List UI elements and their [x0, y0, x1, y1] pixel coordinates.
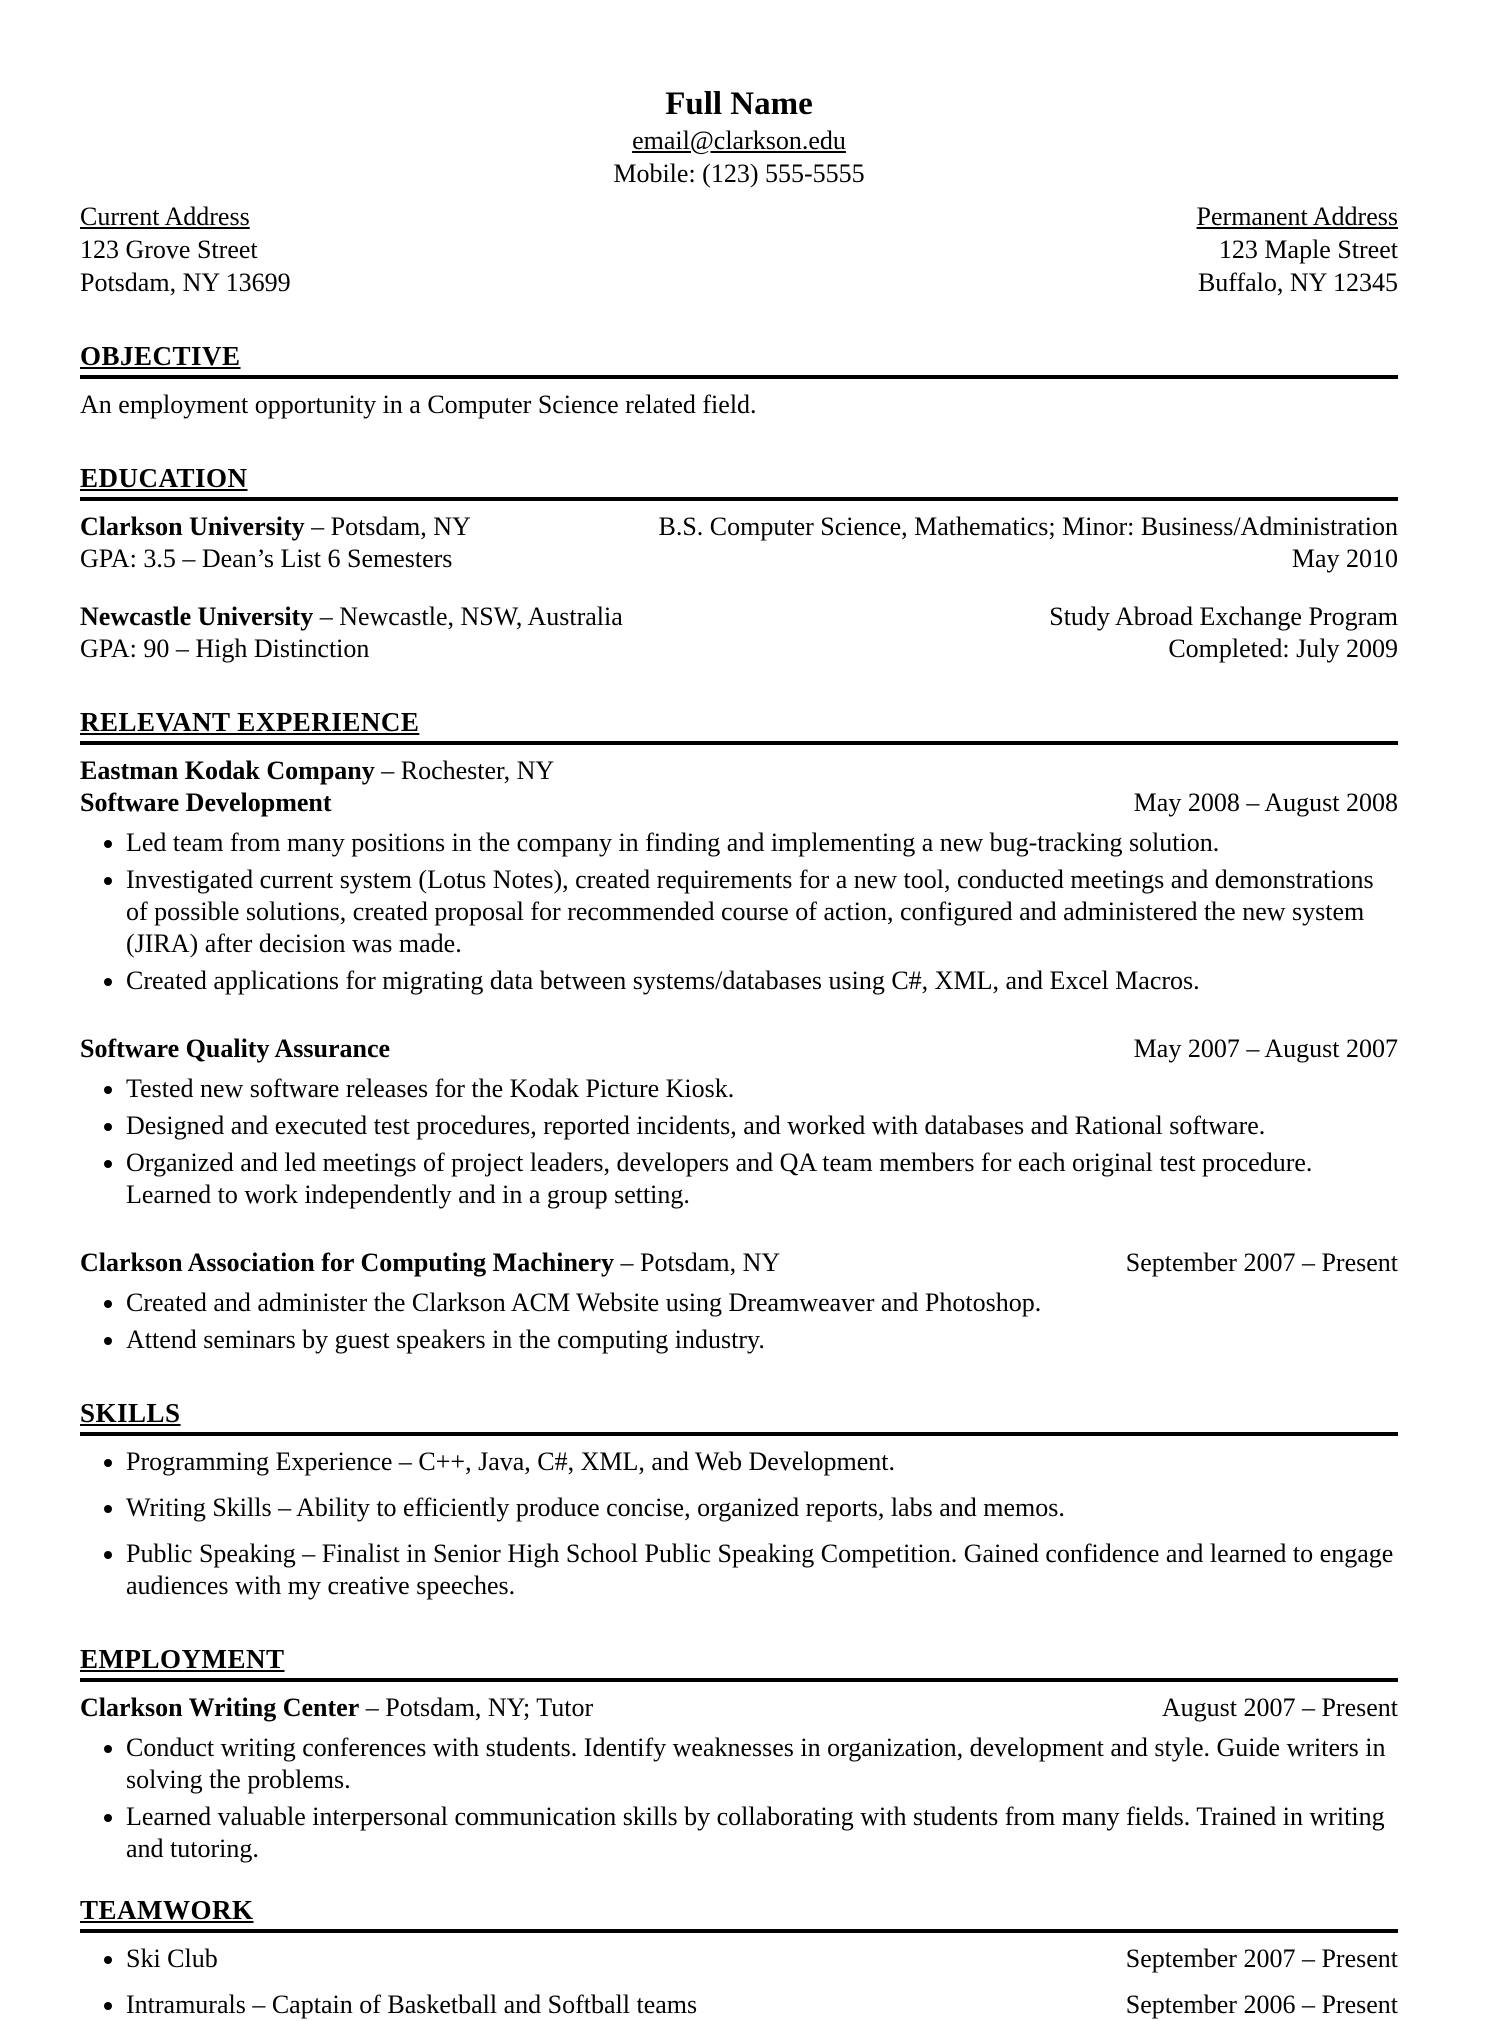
relevant-experience-heading-text: RELEVANT EXPERIENCE — [80, 707, 420, 737]
bullet-item: • Organized and led meetings of project leaders, developers and QA team members for each original test procedure. Learned to work independently and in a group setting. — [126, 1147, 1398, 1211]
role-title-row — [80, 1033, 1398, 1065]
bullet-item: • Conduct writing conferences with students. Identify weaknesses in organization, development and style. Guide writers in solving the problems. — [126, 1732, 1398, 1796]
permanent-address-label: Permanent Address — [1196, 202, 1398, 231]
role-bullet-list — [80, 1073, 1398, 1211]
address-row — [80, 200, 1398, 299]
current-address-block — [80, 200, 291, 299]
bullet-item: • Programming Experience – C++, Java, C#, XML, and Web Development. — [126, 1446, 1398, 1478]
employment-heading — [80, 1644, 1398, 1682]
school-name: Clarkson University — [80, 512, 305, 541]
bullet-item — [126, 1943, 1398, 1975]
school-title-row — [80, 511, 1398, 543]
permanent-address-line1: 123 Maple Street — [1218, 235, 1398, 264]
relevant-experience-heading — [80, 707, 1398, 745]
bullet-item: • Designed and executed test procedures, reported incidents, and worked with databases and Rational software. — [126, 1110, 1398, 1142]
section-education — [80, 463, 1398, 665]
employer-name: Eastman Kodak Company — [80, 756, 375, 785]
employment-bullet-list — [80, 1732, 1398, 1865]
role-title: Software Development — [80, 788, 332, 817]
employment-name: Clarkson Writing Center — [80, 1693, 360, 1722]
section-relevant-experience — [80, 707, 1398, 1356]
organization-title-row — [80, 1247, 1398, 1279]
teamwork-heading — [80, 1895, 1398, 1933]
teamwork-heading-text: TEAMWORK — [80, 1895, 254, 1925]
section-teamwork — [80, 1895, 1398, 2021]
teamwork-item-row — [126, 1989, 1398, 2021]
organization-location: – Potsdam, NY — [614, 1248, 781, 1277]
employment-title-row — [80, 1692, 1398, 1724]
role-title: Software Quality Assurance — [80, 1034, 391, 1063]
school-name: Newcastle University — [80, 602, 314, 631]
organization-dates: September 2007 – Present — [1125, 1248, 1398, 1277]
teamwork-item-dates: September 2007 – Present — [1125, 1944, 1398, 1973]
teamwork-item-dates: September 2006 – Present — [1125, 1990, 1398, 2019]
objective-heading — [80, 341, 1398, 379]
school-name-location — [80, 601, 623, 633]
section-objective — [80, 341, 1398, 421]
current-address-label: Current Address — [80, 202, 250, 231]
school-location: – Potsdam, NY — [304, 512, 471, 541]
bullet-item: • Led team from many positions in the company in finding and implementing a new bug-tracking solution. — [126, 827, 1398, 859]
education-heading-text: EDUCATION — [80, 463, 248, 493]
skills-bullet-list — [80, 1446, 1398, 1602]
resume-full-name: Full Name — [665, 86, 813, 122]
employment-name-location — [80, 1692, 593, 1724]
section-employment — [80, 1644, 1398, 1865]
employment-dates: August 2007 – Present — [1161, 1693, 1398, 1722]
school-detail-row — [80, 543, 1398, 575]
role-title-row — [80, 787, 1398, 819]
education-heading — [80, 463, 1398, 501]
school-gpa: GPA: 3.5 – Dean’s List 6 Semesters — [80, 544, 453, 573]
section-skills — [80, 1398, 1398, 1602]
current-address-line2: Potsdam, NY 13699 — [80, 268, 291, 297]
school-detail-row — [80, 633, 1398, 665]
bullet-item: • Investigated current system (Lotus Notes), created requirements for a new tool, conducted meetings and demonstrations of possible solutions, created proposal for recommended course of action, configured and administered the new system (JIRA) after decision was made. — [126, 864, 1398, 960]
current-address-line1: 123 Grove Street — [80, 235, 258, 264]
role-bullet-list — [80, 827, 1398, 997]
objective-heading-text: OBJECTIVE — [80, 341, 241, 371]
school-date: Completed: July 2009 — [1168, 634, 1398, 663]
teamwork-item-row — [126, 1943, 1398, 1975]
school-gpa: GPA: 90 – High Distinction — [80, 634, 370, 663]
objective-text: An employment opportunity in a Computer Science related field. — [80, 390, 757, 419]
school-date: May 2010 — [1291, 544, 1398, 573]
employer-location: – Rochester, NY — [374, 756, 555, 785]
bullet-item: • Created and administer the Clarkson ACM Website using Dreamweaver and Photoshop. — [126, 1287, 1398, 1319]
teamwork-bullet-list — [80, 1943, 1398, 2021]
teamwork-item-label: • Ski Club — [126, 1944, 218, 1973]
school-degree: Study Abroad Exchange Program — [1049, 602, 1398, 631]
employment-heading-text: EMPLOYMENT — [80, 1644, 285, 1674]
bullet-item — [126, 1989, 1398, 2021]
bullet-item: • Learned valuable interpersonal communication skills by collaborating with students from many fields. Trained in writing and tutoring. — [126, 1801, 1398, 1865]
bullet-item: • Created applications for migrating data between systems/databases using C#, XML, and Excel Macros. — [126, 965, 1398, 997]
teamwork-item-label: • Intramurals – Captain of Basketball and Softball teams — [126, 1990, 698, 2019]
school-location: – Newcastle, NSW, Australia — [313, 602, 623, 631]
permanent-address-block — [1197, 200, 1398, 299]
employment-entry-writing-center — [80, 1692, 1398, 1865]
education-entry-newcastle — [80, 601, 1398, 665]
employer-line — [80, 755, 1398, 787]
employment-location: – Potsdam, NY; Tutor — [359, 1693, 594, 1722]
role-dates: May 2007 – August 2007 — [1133, 1034, 1398, 1063]
school-name-location — [80, 511, 471, 543]
role-software-development — [80, 787, 1398, 997]
skills-heading — [80, 1398, 1398, 1436]
school-title-row — [80, 601, 1398, 633]
education-entry-clarkson — [80, 511, 1398, 575]
bullet-item: • Writing Skills – Ability to efficiently produce concise, organized reports, labs and memos. — [126, 1492, 1398, 1524]
role-dates: May 2008 – August 2008 — [1133, 788, 1398, 817]
bullet-item: • Attend seminars by guest speakers in the computing industry. — [126, 1324, 1398, 1356]
role-software-quality-assurance — [80, 1033, 1398, 1211]
organization-name-location — [80, 1247, 780, 1279]
organization-name: Clarkson Association for Computing Machinery — [80, 1248, 614, 1277]
organization-clarkson-acm — [80, 1247, 1398, 1356]
skills-heading-text: SKILLS — [80, 1398, 181, 1428]
bullet-item: • Public Speaking – Finalist in Senior High School Public Speaking Competition. Gained confidence and learned to engage audiences with my creative speeches. — [126, 1538, 1398, 1602]
email-link[interactable]: email@clarkson.edu — [632, 126, 846, 155]
organization-bullet-list — [80, 1287, 1398, 1356]
bullet-item: • Tested new software releases for the Kodak Picture Kiosk. — [126, 1073, 1398, 1105]
permanent-address-line2: Buffalo, NY 12345 — [1197, 268, 1398, 297]
mobile-number: Mobile: (123) 555-5555 — [613, 159, 865, 188]
school-degree: B.S. Computer Science, Mathematics; Minor: Business/Administration — [658, 512, 1398, 541]
